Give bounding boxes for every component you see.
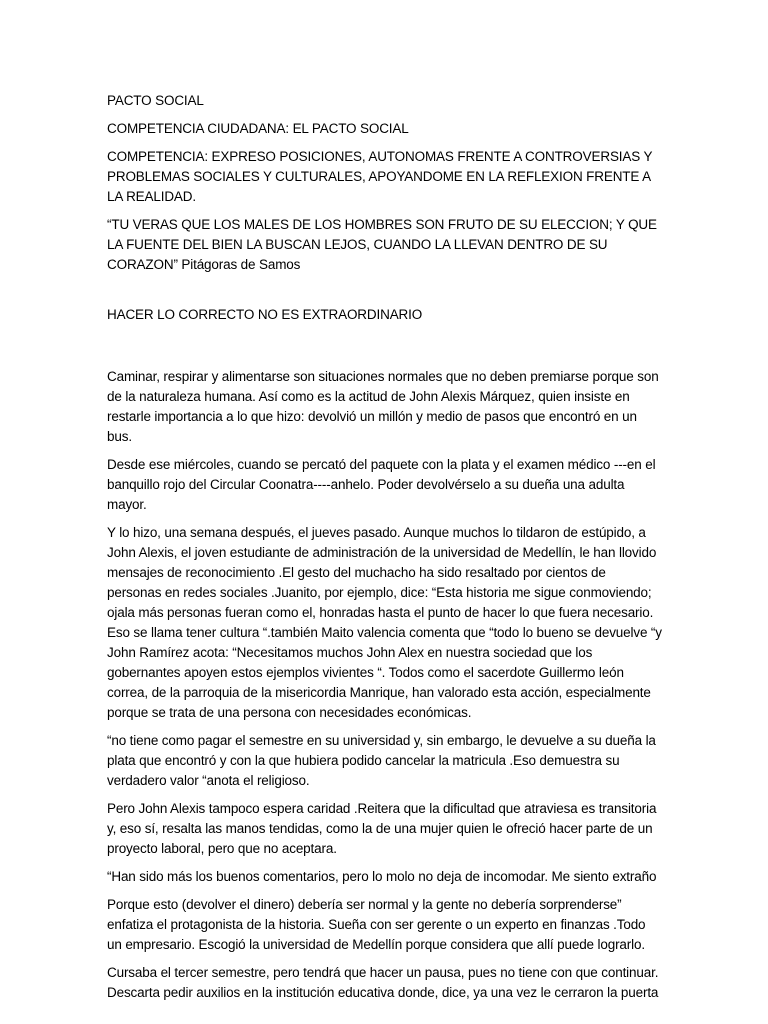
spacer [107,283,663,305]
body-paragraph: Y lo hizo, una semana después, el jueves pasado. Aunque muchos lo tildaron de estúpido, a John Alexis, el joven estudiante de administración de la universidad de Medellín, le han llovido mensajes de reconocimiento .El gesto del muchacho ha sido resaltado por cientos de personas en redes sociales .Juanito, por ejemplo, dice: “Esta historia me sigue conmoviendo; ojala más personas fueran como el, honradas hasta el punto de hacer lo que fuera necesario. Eso se llama tener cultura “.también Maito valencia comenta que “todo lo bueno se devuelve “y John Ramírez acota: “Necesitamos muchos John Alex en nuestra sociedad que los gobernantes apoyen estos ejemplos vivientes “. Todos como el sacerdote Guillermo león correa, de la parroquia de la misericordia Manrique, han valorado esta acción, especialmente porque se trata de una persona con necesidades económicas. [107,525,662,720]
body-paragraph: Desde ese miércoles, cuando se percató del paquete con la plata y el examen médico ---en el banquillo rojo del Circular Coonatra----anhelo. Poder devolvérselo a su dueña una adulta mayor. [107,457,656,512]
competencia-ciudadana-heading: COMPETENCIA CIUDADANA: EL PACTO SOCIAL [107,121,409,136]
spacer [107,333,663,367]
competencia-statement: COMPETENCIA: EXPRESO POSICIONES, AUTONOMAS FRENTE A CONTROVERSIAS Y PROBLEMAS SOCIALES Y CULTURALES, APOYANDOME EN LA REFLEXION FRENTE A LA REALIDAD. [107,149,653,204]
body-paragraph: “Han sido más los buenos comentarios, pero lo molo no deja de incomodar. Me siento extraño [107,869,657,884]
article-title: HACER LO CORRECTO NO ES EXTRAORDINARIO [107,307,423,322]
document-body [107,91,663,1011]
document-heading: PACTO SOCIAL [107,93,204,108]
quote-paragraph: “TU VERAS QUE LOS MALES DE LOS HOMBRES SON FRUTO DE SU ELECCION; Y QUE LA FUENTE DEL BIEN LA BUSCAN LEJOS, CUANDO LA LLEVAN DENTRO DE SU CORAZON” Pitágoras de Samos [107,217,657,272]
body-paragraph: Pero John Alexis tampoco espera caridad .Reitera que la dificultad que atraviesa es transitoria y, eso sí, resalta las manos tendidas, como la de una mujer quien le ofreció hacer parte de un proyecto laboral, pero que no aceptara. [107,801,657,856]
body-paragraph: “no tiene como pagar el semestre en su universidad y, sin embargo, le devuelve a su dueña la plata que encontró y con la que hubiera podido cancelar la matricula .Eso demuestra su verdadero valor “anota el religioso. [107,733,656,788]
body-paragraph: Cursaba el tercer semestre, pero tendrá que hacer un pausa, pues no tiene con que continuar. Descarta pedir auxilios en la institución educativa donde, dice, ya una vez le cerraron la puerta [107,965,659,1000]
body-paragraph: Caminar, respirar y alimentarse son situaciones normales que no deben premiarse porque son de la naturaleza humana. Así como es la actitud de John Alexis Márquez, quien insiste en restarle importancia a lo que hizo: devolvió un millón y medio de pasos que encontró en un bus. [107,369,659,444]
body-paragraph: Porque esto (devolver el dinero) debería ser normal y la gente no debería sorprenderse” enfatiza el protagonista de la historia. Sueña con ser gerente o un experto en finanzas .Todo un empresario. Escogió la universidad de Medellín porque considera que allí puede lograrlo. [107,897,646,952]
